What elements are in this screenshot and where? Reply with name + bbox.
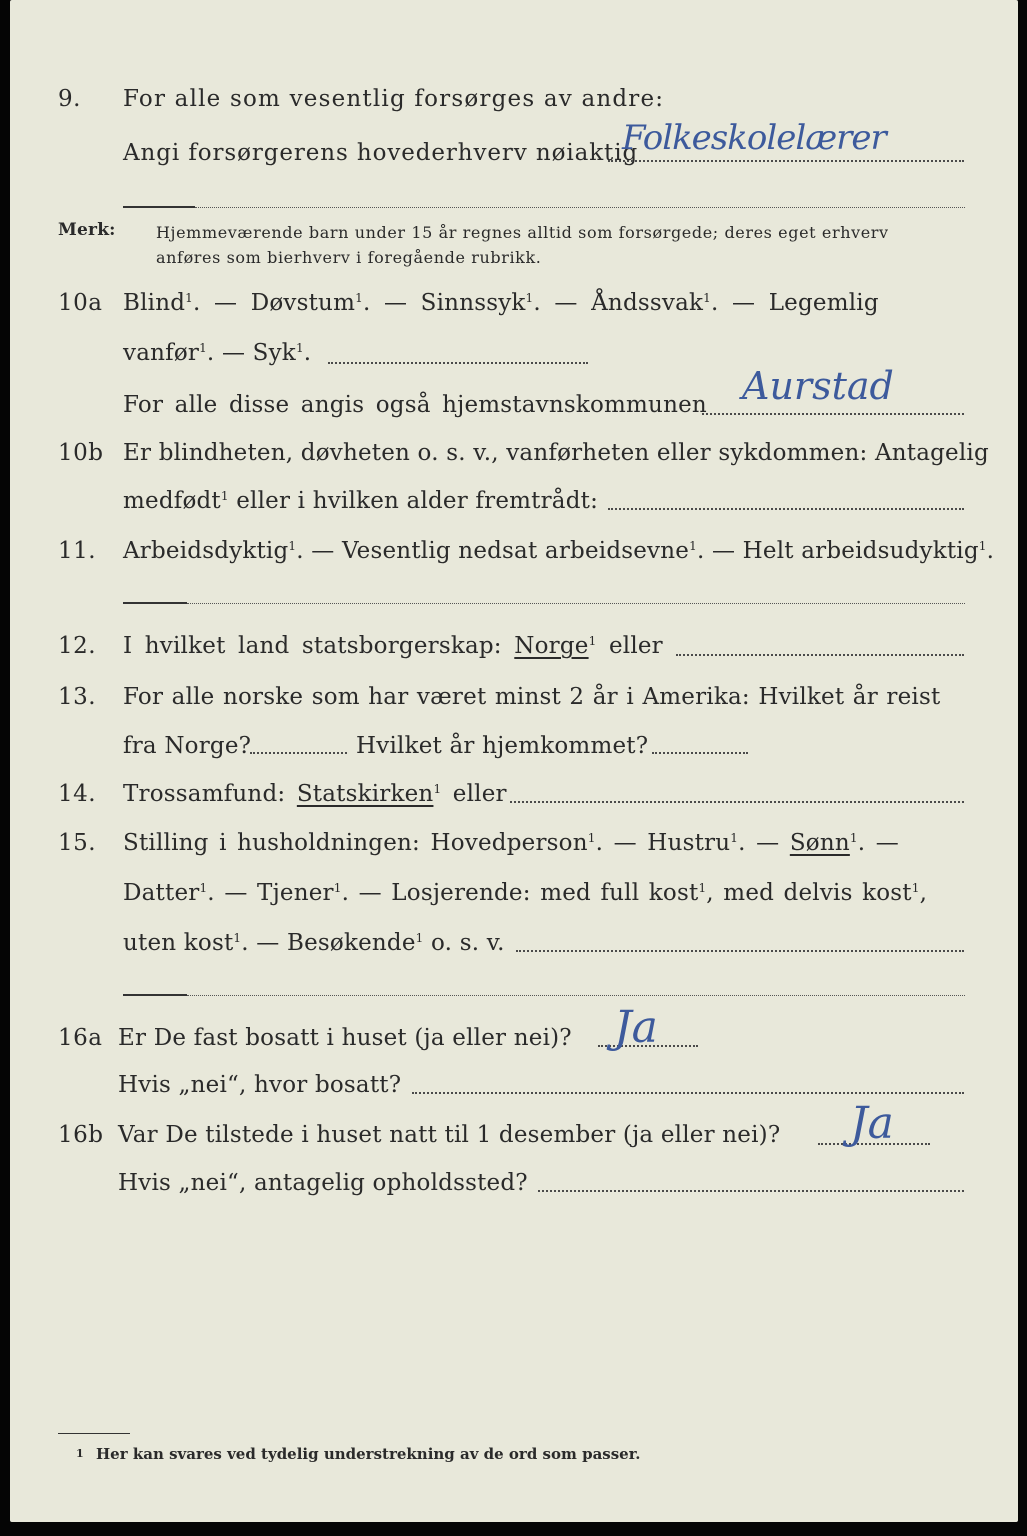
- q16b-handwritten-answer: Ja: [850, 1098, 894, 1149]
- q9-line1: For alle som vesentlig forsørges av andre:: [123, 86, 665, 112]
- q15-line2: Datter$^1$. — Tjener$^1$. — Losjerende: med full kost$^1$, med delvis kost$^1$,: [123, 880, 928, 906]
- q13-line2b: Hvilket år hjemkommet?: [356, 733, 649, 759]
- q12-number: 12.: [58, 633, 97, 659]
- q14-answer-line: [510, 801, 964, 803]
- q16b-line2: Hvis „nei“, antagelig opholdssted?: [118, 1170, 528, 1196]
- q12-line1: I hvilket land statsborgerskap: Norge$^1$ eller: [123, 633, 663, 659]
- q16b-number: 16b: [58, 1122, 104, 1148]
- q9-rule-start: [123, 206, 195, 208]
- q9-number: 9.: [58, 86, 81, 112]
- q10b-line1: Er blindheten, døvheten o. s. v., vanførheten eller sykdommen: Antagelig: [123, 440, 989, 466]
- q16b-line1: Var De tilstede i huset natt til 1 desember (ja eller nei)?: [118, 1122, 781, 1148]
- q15-rule-start: [123, 994, 187, 996]
- q11-rule: [187, 603, 965, 604]
- q9-answer-line: [608, 160, 964, 162]
- q13-returned-line: [652, 752, 748, 754]
- q14-number: 14.: [58, 781, 97, 807]
- q10a-line3: For alle disse angis også hjemstavnskommunen: [123, 392, 707, 418]
- merk-line1: Hjemmeværende barn under 15 år regnes alltid som forsørgede; deres eget erhverv: [156, 223, 889, 242]
- q10a-number: 10a: [58, 290, 103, 316]
- q9-rule: [195, 207, 965, 208]
- census-form-page: [10, 0, 1018, 1522]
- footnote-rule: [58, 1433, 130, 1434]
- q15-line3: uten kost$^1$. — Besøkende$^1$ o. s. v.: [123, 930, 505, 956]
- footnote-text: Her kan svares ved tydelig understrekning av de ord som passer.: [96, 1445, 641, 1463]
- merk-label: Merk:: [58, 220, 116, 240]
- q13-line2a: fra Norge?: [123, 733, 252, 759]
- q10a-home-municipality-line: [702, 413, 964, 415]
- q9-handwritten-answer: Folkeskolelærer: [622, 118, 886, 158]
- q10a-handwritten-answer: Aurstad: [742, 364, 894, 408]
- q10a-line2: vanfør$^1$. — Syk$^1$.: [123, 340, 312, 366]
- merk-line2: anføres som bierhverv i foregående rubrikk.: [156, 248, 542, 267]
- q10b-answer-line: [608, 508, 964, 510]
- q14-line1: Trossamfund: Statskirken$^1$ eller: [123, 781, 507, 807]
- q15-answer-line: [516, 950, 964, 952]
- q10a-line1: Blind$^1$. — Døvstum$^1$. — Sinnssyk$^1$. — Åndssvak$^1$. — Legemlig: [123, 290, 879, 316]
- q16b-location-line: [538, 1190, 964, 1192]
- q16a-number: 16a: [58, 1025, 103, 1051]
- footnote-mark: 1: [76, 1447, 84, 1460]
- q9-line2: Angi forsørgerens hovederhverv nøiaktig: [123, 140, 639, 166]
- q16a-handwritten-answer: Ja: [614, 1002, 658, 1053]
- q13-line1: For alle norske som har været minst 2 år i Amerika: Hvilket år reist: [123, 684, 941, 710]
- q13-left-norway-line: [250, 752, 347, 754]
- q16a-line2: Hvis „nei“, hvor bosatt?: [118, 1072, 402, 1098]
- q11-number: 11.: [58, 538, 97, 564]
- q11-line1: Arbeidsdyktig$^1$. — Vesentlig nedsat arbeidsevne$^1$. — Helt arbeidsudyktig$^1$.: [123, 538, 995, 564]
- q16a-residence-line: [412, 1092, 964, 1094]
- q16a-line1: Er De fast bosatt i huset (ja eller nei)?: [118, 1025, 572, 1051]
- q13-number: 13.: [58, 684, 97, 710]
- q10b-number: 10b: [58, 440, 104, 466]
- q15-line1: Stilling i husholdningen: Hovedperson$^1$. — Hustru$^1$. — Sønn$^1$. —: [123, 830, 899, 856]
- q15-rule: [187, 995, 965, 996]
- q10b-line2: medfødt$^1$ eller i hvilken alder fremtrådt:: [123, 488, 599, 514]
- q15-number: 15.: [58, 830, 97, 856]
- q12-answer-line: [676, 654, 964, 656]
- q11-rule-start: [123, 602, 187, 604]
- q10a-sick-line: [328, 362, 588, 364]
